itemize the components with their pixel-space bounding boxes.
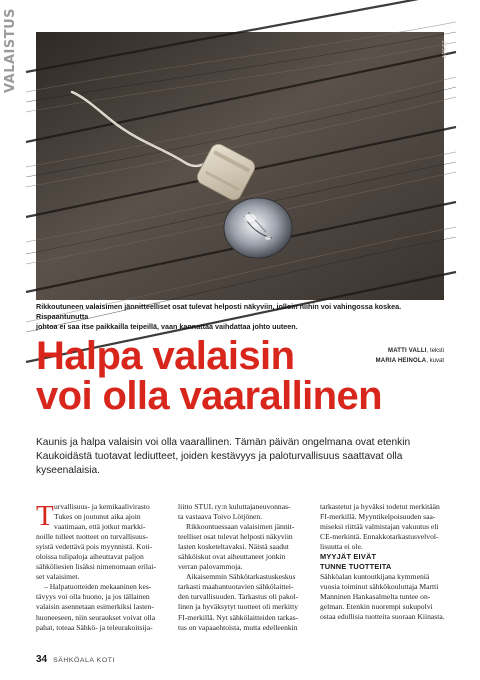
body-line: Rikkoontuessaan valaisimen jännit- — [186, 522, 295, 532]
body-line: sähköliesien lisäksi nimenomaan erilai- — [36, 562, 156, 572]
body-line: set valaisimet. — [36, 572, 80, 582]
body-line: vaatimaan, että jotkut markki- — [54, 522, 146, 532]
magazine-name: SÄHKÖALA KOTI — [53, 657, 115, 664]
body-line: CE-merkintä. Ennakkotarkastusvelvol- — [320, 532, 439, 542]
body-line: tarkastetut ja hyväksi todetut merkitään — [320, 502, 440, 511]
page-footer — [36, 654, 115, 665]
body-line: Sähköalan kuntoutkijana kymmeniä — [320, 572, 430, 582]
body-line: Manninen Hankasalmelta tuntee on- — [320, 592, 431, 602]
body-columns — [36, 502, 446, 647]
body-line: noille tulleet tuotteet on turvallisuus- — [36, 532, 149, 542]
body-line: oloissa tulipaloja aiheuttavat paljon — [36, 552, 144, 562]
lead-line: Kaukoidästä tuotavat lediutteet, joiden kestävyys ja paloturvallisuus saattavat olla — [36, 451, 403, 463]
body-line: FI-merkillä. Nyt sähkölaitteiden tarkas- — [178, 612, 299, 622]
body-line: Tukes on joutunut aika ajoin — [54, 512, 141, 522]
photo-caption — [36, 302, 444, 332]
lead-line: Kaunis ja halpa valaisin voi olla vaarallinen. Tämän päivän ongelmana ovat etenkin — [36, 437, 411, 448]
body-line: Aikaisemmin Sähkötarkastuskeskus — [186, 572, 296, 582]
body-line: urvallisuus- ja kemikaalivirasto — [54, 502, 150, 511]
body-line: huoneeseen, niin seuraukset voivat olla — [36, 612, 156, 622]
lead-paragraph — [36, 436, 448, 479]
caption-line: Rikkoutuneen valaisimen jännitteelliset osat tulevat helposti näkyviin, jolloin niihin voi vahingossa koskea. Rispaantunutta — [36, 302, 402, 321]
photo-credit: AREST — [442, 40, 448, 59]
body-line: den turvallisuuden. Tarkastus oli pakol- — [178, 592, 299, 602]
headline-line: Halpa valaisin — [36, 334, 295, 378]
body-line: tus on vapaaehtoista, mutta edelleenkin — [178, 622, 298, 632]
body-line: teelliset osat tulevat helposti näkyviin — [178, 532, 293, 542]
page-number: 34 — [36, 654, 48, 665]
column-3 — [320, 502, 446, 647]
body-line: FI-merkillä. Myyntikelpoisuuden saa- — [320, 512, 436, 522]
body-line: syistä vedettävä pois myynnistä. Koti- — [36, 542, 153, 552]
body-line: pahat, toteaa Sähkö- ja teleurakoitsija- — [36, 622, 153, 632]
section-label: VALAISTUS — [3, 7, 19, 93]
body-line: liitto STUL ry:n kuluttajaneuvonnas- — [178, 502, 291, 511]
lead-line: kyseenalaisia. — [36, 465, 100, 477]
body-line: ta vastaava Toivo Lötjönen. — [178, 512, 263, 522]
headline — [36, 334, 382, 418]
column-1 — [36, 502, 162, 647]
body-line: sähköiskut ovat aiheuttaneet jonkin — [178, 552, 286, 562]
body-line: linen ja hyväksytyt tuotteet oli merkitty — [178, 602, 299, 612]
byline-author: MATTI VALLI, teksti — [388, 348, 444, 354]
body-line: valaisin asennetaan esimerkiksi lasten- — [36, 602, 154, 612]
headline-line: voi olla vaarallinen — [36, 374, 382, 418]
byline — [376, 346, 444, 366]
body-line: gelman. Etenkin nuorempi sukupolvi — [320, 602, 433, 612]
byline-photographer: MARIA HEINOLA, kuvat — [375, 358, 444, 364]
body-line: lasten kosketeltavaksi. Näistä saadut — [178, 542, 289, 552]
body-line: miseksi riittää valmistajan vakuutus eli — [320, 522, 439, 532]
body-line: tarkasti maahantuotavien sähkölaittei- — [178, 582, 294, 592]
dropcap: T — [36, 500, 54, 532]
photo-art — [36, 32, 444, 300]
section-tab — [2, 6, 20, 94]
body-line: tävyys voi olla huono, ja jos tällainen — [36, 592, 150, 602]
body-line: verran palovammoja. — [178, 562, 243, 572]
body-line: – Halpatuotteiden mekaaninen kes- — [44, 582, 152, 592]
lightbulb-photo — [36, 32, 448, 300]
subheading: MYYJÄT EIVÄT TUNNE TUOTTEITA — [320, 552, 392, 572]
body-line: ostaa edullisia tuotteita suoraan Kiinasta. — [320, 612, 445, 622]
column-2 — [178, 502, 304, 647]
body-line: vuosia toiminut sähkökouluttaja Martti — [320, 582, 439, 592]
body-line: lisuutta ei ole. — [320, 542, 363, 552]
dropcap-block — [36, 502, 162, 532]
caption-line: johtoa ei saa itse paikkailla teipeillä, vaan kannattaa vaihdattaa johto uuteen. — [36, 322, 298, 331]
